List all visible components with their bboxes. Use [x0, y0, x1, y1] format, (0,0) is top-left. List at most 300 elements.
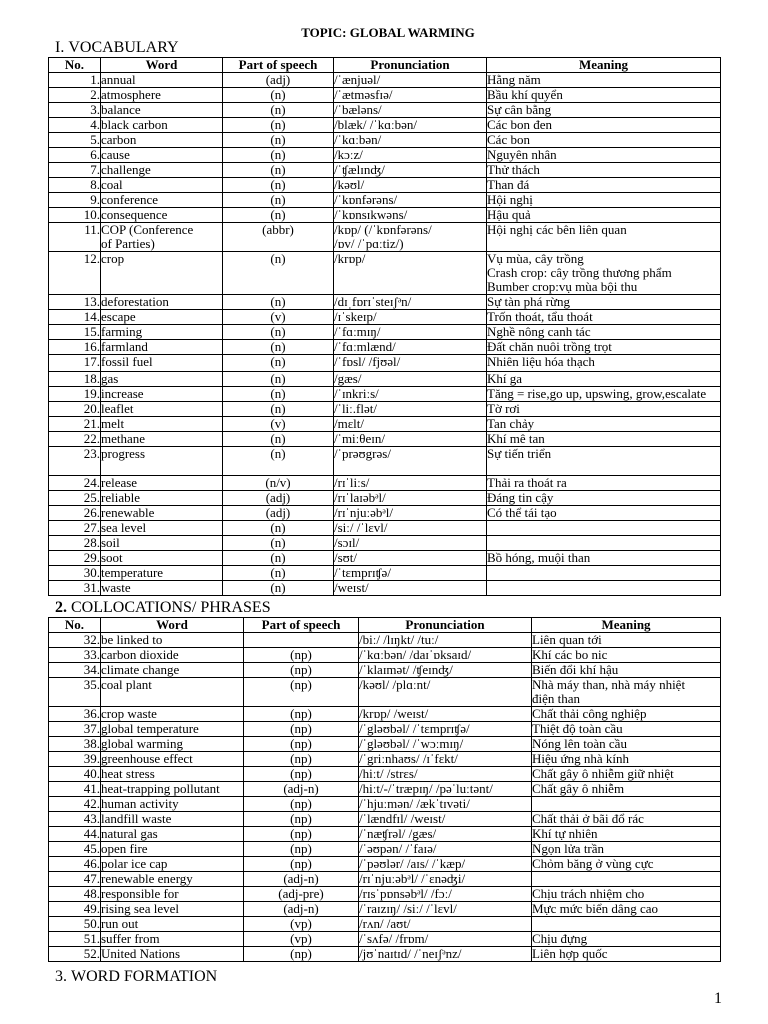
meaning-cell [487, 521, 721, 536]
word-cell: landfill waste [101, 812, 244, 827]
pronunciation-cell: /hiːt/ /strɛs/ [359, 767, 532, 782]
phrase-row [49, 827, 721, 842]
table-header-row [49, 618, 721, 633]
meaning-cell: Mực mức biển dâng cao [532, 902, 721, 917]
vocabulary-row [49, 252, 721, 295]
part-of-speech-cell: (n) [223, 372, 334, 387]
pronunciation-cell: /ˈɪnkriːs/ [334, 387, 487, 402]
pronunciation-cell: /biː/ /lɪŋkt/ /tuː/ [359, 633, 532, 648]
pronunciation-cell: /rʌn/ /aʊt/ [359, 917, 532, 932]
number-cell: 14. [49, 310, 101, 325]
word-cell: polar ice cap [101, 857, 244, 872]
pronunciation-cell: /kɔːz/ [334, 148, 487, 163]
part-of-speech-cell: (n) [223, 521, 334, 536]
pronunciation-cell: /ˈkɑːbən/ /daɪˈɒksaɪd/ [359, 648, 532, 663]
part-of-speech-cell: (n) [223, 88, 334, 103]
vocabulary-row [49, 325, 721, 340]
number-cell: 12. [49, 252, 101, 295]
word-cell: balance [101, 103, 223, 118]
meaning-line: điện than [532, 691, 581, 706]
part-of-speech-cell: (n) [223, 340, 334, 355]
number-cell: 36. [49, 707, 101, 722]
pronunciation-cell: /gæs/ [334, 372, 487, 387]
pronunciation-cell: /ˈlændfɪl/ /weɪst/ [359, 812, 532, 827]
word-cell: heat stress [101, 767, 244, 782]
pronunciation-cell: /jʊˈnaɪtɪd/ /ˈneɪʃᵊnz/ [359, 947, 532, 962]
part-of-speech-cell: (n) [223, 178, 334, 193]
word-cell: open fire [101, 842, 244, 857]
vocabulary-row [49, 355, 721, 372]
word-cell: farmland [101, 340, 223, 355]
meaning-cell: Bầu khí quyển [487, 88, 721, 103]
meaning-cell: Liên hợp quốc [532, 947, 721, 962]
number-cell: 21. [49, 417, 101, 432]
word-cell: human activity [101, 797, 244, 812]
pronunciation-cell: /kəʊl/ [334, 178, 487, 193]
meaning-cell: Thải ra thoát ra [487, 476, 721, 491]
pronunciation-cell: /ˈklaɪmət/ /ʧeɪnʤ/ [359, 663, 532, 678]
number-cell: 9. [49, 193, 101, 208]
table-header-row [49, 58, 721, 73]
number-cell: 49. [49, 902, 101, 917]
part-of-speech-cell: (n) [223, 208, 334, 223]
word-cell: climate change [101, 663, 244, 678]
section-heading-collocations [55, 599, 271, 617]
meaning-cell: Thiệt độ toàn cầu [532, 722, 721, 737]
word-line: of Parties) [101, 236, 155, 251]
phrase-row [49, 633, 721, 648]
part-of-speech-cell: (n) [223, 295, 334, 310]
number-cell: 42. [49, 797, 101, 812]
meaning-cell: Khí các bo nic [532, 648, 721, 663]
meaning-cell: Nguyên nhân [487, 148, 721, 163]
pronunciation-cell: /ˈkɑːbən/ [334, 133, 487, 148]
pronunciation-cell: /rɪsˈpɒnsəbᵊl/ /fɔː/ [359, 887, 532, 902]
section-title: COLLOCATIONS/ PHRASES [71, 599, 271, 616]
vocabulary-row [49, 193, 721, 208]
word-cell: farming [101, 325, 223, 340]
number-cell: 23. [49, 447, 101, 476]
meaning-cell [487, 566, 721, 581]
meaning-cell: Chịu trách nhiệm cho [532, 887, 721, 902]
meaning-cell: Chịu đựng [532, 932, 721, 947]
number-cell: 37. [49, 722, 101, 737]
part-of-speech-cell: (np) [244, 722, 359, 737]
pronunciation-cell: /ˈbæləns/ [334, 103, 487, 118]
meaning-line: Crash crop: cây trồng thương phẩm [487, 265, 672, 280]
meaning-cell: Biến đổi khí hậu [532, 663, 721, 678]
meaning-cell [532, 678, 721, 707]
vocabulary-row [49, 476, 721, 491]
vocabulary-table [48, 57, 721, 596]
pronunciation-cell: /hiːt/-/ˈtræpɪŋ/ /pəˈluːtənt/ [359, 782, 532, 797]
pronunciation-cell: /ˈʧælɪnʤ/ [334, 163, 487, 178]
meaning-cell: Sự tàn phá rừng [487, 295, 721, 310]
part-of-speech-cell: (np) [244, 663, 359, 678]
pronunciation-cell: /ˈfɑːmɪŋ/ [334, 325, 487, 340]
word-cell: rising sea level [101, 902, 244, 917]
word-cell: natural gas [101, 827, 244, 842]
vocabulary-row [49, 402, 721, 417]
column-header-no: No. [49, 618, 101, 633]
part-of-speech-cell: (n) [223, 581, 334, 596]
number-cell: 11. [49, 223, 101, 252]
part-of-speech-cell: (adj-pre) [244, 887, 359, 902]
pronunciation-line: /kɒp/ (/ˈkɒnfərəns/ [334, 222, 432, 237]
column-header-word: Word [101, 618, 244, 633]
table-body [49, 73, 721, 596]
section-number: 2. [55, 599, 67, 616]
number-cell: 43. [49, 812, 101, 827]
meaning-cell: Ngọn lửa trần [532, 842, 721, 857]
column-header-meaning: Meaning [532, 618, 721, 633]
number-cell: 38. [49, 737, 101, 752]
part-of-speech-cell: (n) [223, 432, 334, 447]
vocabulary-row [49, 163, 721, 178]
meaning-cell [487, 252, 721, 295]
phrase-row [49, 857, 721, 872]
pronunciation-cell: /ˈəʊpən/ /ˈfaɪə/ [359, 842, 532, 857]
number-cell: 27. [49, 521, 101, 536]
pronunciation-cell: /ˈmiːθeɪn/ [334, 432, 487, 447]
word-cell: methane [101, 432, 223, 447]
number-cell: 7. [49, 163, 101, 178]
pronunciation-cell: /rɪˈlaɪəbᵊl/ [334, 491, 487, 506]
meaning-cell: Tan chảy [487, 417, 721, 432]
pronunciation-cell: /ˈgriːnhaʊs/ /ɪˈfɛkt/ [359, 752, 532, 767]
meaning-cell: Trốn thoát, tẩu thoát [487, 310, 721, 325]
number-cell: 1. [49, 73, 101, 88]
meaning-cell: Đất chăn nuôi trồng trọt [487, 340, 721, 355]
word-cell: leaflet [101, 402, 223, 417]
phrase-row [49, 767, 721, 782]
meaning-cell: Chất gây ô nhiễm [532, 782, 721, 797]
meaning-cell: Các bon [487, 133, 721, 148]
word-cell: black carbon [101, 118, 223, 133]
meaning-cell: Chất gây ô nhiễm giữ nhiệt [532, 767, 721, 782]
word-cell: United Nations [101, 947, 244, 962]
part-of-speech-cell: (np) [244, 737, 359, 752]
part-of-speech-cell: (vp) [244, 932, 359, 947]
word-cell: suffer from [101, 932, 244, 947]
word-cell: soil [101, 536, 223, 551]
number-cell: 30. [49, 566, 101, 581]
part-of-speech-cell [244, 633, 359, 648]
meaning-cell [487, 581, 721, 596]
vocabulary-row [49, 566, 721, 581]
phrase-row [49, 752, 721, 767]
pronunciation-cell: /ˈfɒsl/ /fjʊəl/ [334, 355, 487, 372]
vocabulary-row [49, 223, 721, 252]
pronunciation-cell: /ˈtɛmprɪʧə/ [334, 566, 487, 581]
word-cell: crop waste [101, 707, 244, 722]
word-cell: annual [101, 73, 223, 88]
number-cell: 17. [49, 355, 101, 372]
section-heading-vocabulary [55, 39, 179, 57]
meaning-cell: Sự cân bằng [487, 103, 721, 118]
part-of-speech-cell: (np) [244, 827, 359, 842]
part-of-speech-cell: (v) [223, 417, 334, 432]
meaning-cell [532, 917, 721, 932]
part-of-speech-cell: (np) [244, 857, 359, 872]
word-cell: release [101, 476, 223, 491]
phrase-row [49, 678, 721, 707]
part-of-speech-cell: (np) [244, 767, 359, 782]
column-header-pronunciation: Pronunciation [334, 58, 487, 73]
number-cell: 28. [49, 536, 101, 551]
meaning-cell [532, 797, 721, 812]
word-cell: renewable energy [101, 872, 244, 887]
part-of-speech-cell: (n) [223, 325, 334, 340]
phrase-row [49, 947, 721, 962]
number-cell: 22. [49, 432, 101, 447]
meaning-cell: Nóng lên toàn cầu [532, 737, 721, 752]
meaning-cell: Có thể tái tạo [487, 506, 721, 521]
pronunciation-cell: /krɒp/ /weɪst/ [359, 707, 532, 722]
number-cell: 20. [49, 402, 101, 417]
pronunciation-cell: /sɔɪl/ [334, 536, 487, 551]
word-cell: carbon dioxide [101, 648, 244, 663]
part-of-speech-cell: (n) [223, 447, 334, 476]
part-of-speech-cell: (np) [244, 812, 359, 827]
meaning-cell: Hội nghị các bên liên quan [487, 223, 721, 252]
vocabulary-row [49, 447, 721, 476]
meaning-cell [532, 872, 721, 887]
column-header-part-of-speech: Part of speech [223, 58, 334, 73]
section-number: 3. [55, 968, 67, 985]
pronunciation-cell: /weɪst/ [334, 581, 487, 596]
part-of-speech-cell: (adj-n) [244, 782, 359, 797]
number-cell: 13. [49, 295, 101, 310]
word-cell: global temperature [101, 722, 244, 737]
word-cell [101, 223, 223, 252]
part-of-speech-cell: (n) [223, 402, 334, 417]
phrase-row [49, 797, 721, 812]
number-cell: 50. [49, 917, 101, 932]
number-cell: 4. [49, 118, 101, 133]
word-cell: gas [101, 372, 223, 387]
part-of-speech-cell: (np) [244, 947, 359, 962]
pronunciation-cell: /ˈfɑːmlænd/ [334, 340, 487, 355]
vocabulary-row [49, 103, 721, 118]
pronunciation-cell: /ɪˈskeɪp/ [334, 310, 487, 325]
meaning-cell: Chất thải công nghiệp [532, 707, 721, 722]
vocabulary-row [49, 521, 721, 536]
pronunciation-cell: /ˈsʌfə/ /frɒm/ [359, 932, 532, 947]
word-cell: sea level [101, 521, 223, 536]
collocations-table [48, 617, 721, 962]
word-cell: waste [101, 581, 223, 596]
pronunciation-cell: /mɛlt/ [334, 417, 487, 432]
table-header [49, 618, 721, 633]
part-of-speech-cell: (v) [223, 310, 334, 325]
phrase-row [49, 663, 721, 678]
number-cell: 41. [49, 782, 101, 797]
pronunciation-cell: /ˈhjuːmən/ /ækˈtɪvəti/ [359, 797, 532, 812]
part-of-speech-cell: (np) [244, 648, 359, 663]
meaning-cell: Sự tiến triển [487, 447, 721, 476]
pronunciation-cell: /rɪˈliːs/ [334, 476, 487, 491]
phrase-row [49, 722, 721, 737]
part-of-speech-cell: (adj-n) [244, 902, 359, 917]
meaning-cell: Bồ hóng, muội than [487, 551, 721, 566]
number-cell: 5. [49, 133, 101, 148]
pronunciation-cell: /ˈliː.flət/ [334, 402, 487, 417]
word-cell: reliable [101, 491, 223, 506]
pronunciation-cell: /rɪˈnjuːəbᵊl/ /ˈɛnəʤi/ [359, 872, 532, 887]
section-title: VOCABULARY [68, 39, 179, 56]
word-cell: soot [101, 551, 223, 566]
part-of-speech-cell: (n) [223, 387, 334, 402]
part-of-speech-cell: (n) [223, 163, 334, 178]
phrase-row [49, 812, 721, 827]
pronunciation-cell: /ˈprəʊgrəs/ [334, 447, 487, 476]
pronunciation-cell: /sʊt/ [334, 551, 487, 566]
pronunciation-cell: /kəʊl/ /plɑːnt/ [359, 678, 532, 707]
vocabulary-row [49, 133, 721, 148]
word-cell: renewable [101, 506, 223, 521]
vocabulary-row [49, 295, 721, 310]
column-header-no: No. [49, 58, 101, 73]
part-of-speech-cell: (n) [223, 148, 334, 163]
vocabulary-row [49, 432, 721, 447]
part-of-speech-cell: (n/v) [223, 476, 334, 491]
meaning-cell: Hiệu ứng nhà kính [532, 752, 721, 767]
number-cell: 24. [49, 476, 101, 491]
pronunciation-cell: /ˈætməsfɪə/ [334, 88, 487, 103]
number-cell: 25. [49, 491, 101, 506]
part-of-speech-cell: (n) [223, 551, 334, 566]
number-cell: 34. [49, 663, 101, 678]
word-cell: be linked to [101, 633, 244, 648]
word-cell: carbon [101, 133, 223, 148]
number-cell: 16. [49, 340, 101, 355]
phrase-row [49, 842, 721, 857]
number-cell: 47. [49, 872, 101, 887]
vocabulary-row [49, 340, 721, 355]
vocabulary-row [49, 118, 721, 133]
meaning-cell: Hậu quả [487, 208, 721, 223]
phrase-row [49, 917, 721, 932]
part-of-speech-cell: (n) [223, 355, 334, 372]
word-cell: global warming [101, 737, 244, 752]
column-header-meaning: Meaning [487, 58, 721, 73]
meaning-cell: Nhiên liệu hóa thạch [487, 355, 721, 372]
word-cell: deforestation [101, 295, 223, 310]
word-cell: coal plant [101, 678, 244, 707]
number-cell: 40. [49, 767, 101, 782]
number-cell: 15. [49, 325, 101, 340]
number-cell: 39. [49, 752, 101, 767]
part-of-speech-cell: (n) [223, 103, 334, 118]
pronunciation-line: /ɒv/ /ˈpɑːtiz/) [334, 236, 404, 251]
phrase-row [49, 902, 721, 917]
vocabulary-row [49, 491, 721, 506]
vocabulary-row [49, 310, 721, 325]
vocabulary-row [49, 417, 721, 432]
pronunciation-cell [334, 223, 487, 252]
meaning-cell: Đáng tin cậy [487, 491, 721, 506]
part-of-speech-cell: (vp) [244, 917, 359, 932]
word-cell: responsible for [101, 887, 244, 902]
number-cell: 35. [49, 678, 101, 707]
word-cell: escape [101, 310, 223, 325]
number-cell: 33. [49, 648, 101, 663]
meaning-cell [487, 536, 721, 551]
pronunciation-cell: /ˈnæʧrəl/ /gæs/ [359, 827, 532, 842]
meaning-cell: Nghề nông canh tác [487, 325, 721, 340]
vocabulary-row [49, 506, 721, 521]
meaning-cell: Khí mê tan [487, 432, 721, 447]
number-cell: 26. [49, 506, 101, 521]
number-cell: 6. [49, 148, 101, 163]
word-cell: consequence [101, 208, 223, 223]
word-cell: increase [101, 387, 223, 402]
phrase-row [49, 737, 721, 752]
word-cell: conference [101, 193, 223, 208]
section-number: I. [55, 39, 65, 56]
column-header-pronunciation: Pronunciation [359, 618, 532, 633]
part-of-speech-cell: (np) [244, 842, 359, 857]
number-cell: 3. [49, 103, 101, 118]
pronunciation-cell: /ˈænjuəl/ [334, 73, 487, 88]
meaning-cell: Thử thách [487, 163, 721, 178]
word-line: COP (Conference [101, 222, 194, 237]
word-cell: challenge [101, 163, 223, 178]
word-cell: crop [101, 252, 223, 295]
part-of-speech-cell: (n) [223, 118, 334, 133]
phrase-row [49, 932, 721, 947]
word-cell: greenhouse effect [101, 752, 244, 767]
vocabulary-row [49, 208, 721, 223]
word-cell: melt [101, 417, 223, 432]
part-of-speech-cell: (n) [223, 193, 334, 208]
section-heading-word-formation [55, 968, 217, 986]
pronunciation-cell: /ˈraɪzɪŋ/ /siː/ /ˈlɛvl/ [359, 902, 532, 917]
part-of-speech-cell: (abbr) [223, 223, 334, 252]
pronunciation-cell: /blæk/ /ˈkɑːbən/ [334, 118, 487, 133]
meaning-line: Vụ mùa, cây trồng [487, 251, 584, 266]
part-of-speech-cell: (n) [223, 252, 334, 295]
pronunciation-cell: /dɪˌfɒrɪˈsteɪʃᵊn/ [334, 295, 487, 310]
page-title: TOPIC: GLOBAL WARMING [301, 25, 475, 40]
part-of-speech-cell: (np) [244, 752, 359, 767]
number-cell: 46. [49, 857, 101, 872]
vocabulary-row [49, 387, 721, 402]
phrase-row [49, 872, 721, 887]
pronunciation-cell: /ˈgləʊbəl/ /ˈwɔːmɪŋ/ [359, 737, 532, 752]
part-of-speech-cell: (n) [223, 536, 334, 551]
meaning-line: Nhà máy than, nhà máy nhiệt [532, 677, 686, 692]
meaning-cell: Than đá [487, 178, 721, 193]
number-cell: 32. [49, 633, 101, 648]
word-cell: progress [101, 447, 223, 476]
part-of-speech-cell: (adj) [223, 491, 334, 506]
number-cell: 31. [49, 581, 101, 596]
meaning-cell: Hằng năm [487, 73, 721, 88]
vocabulary-row [49, 581, 721, 596]
pronunciation-cell: /ˈkɒnfərəns/ [334, 193, 487, 208]
meaning-cell: Chất thải ở bãi đổ rác [532, 812, 721, 827]
part-of-speech-cell: (adj) [223, 506, 334, 521]
meaning-line: Bumber crop:vụ mùa bội thu [487, 279, 638, 294]
number-cell: 8. [49, 178, 101, 193]
pronunciation-cell: /ˈpəʊlər/ /aɪs/ /ˈkæp/ [359, 857, 532, 872]
number-cell: 48. [49, 887, 101, 902]
vocabulary-row [49, 536, 721, 551]
number-cell: 45. [49, 842, 101, 857]
vocabulary-row [49, 88, 721, 103]
